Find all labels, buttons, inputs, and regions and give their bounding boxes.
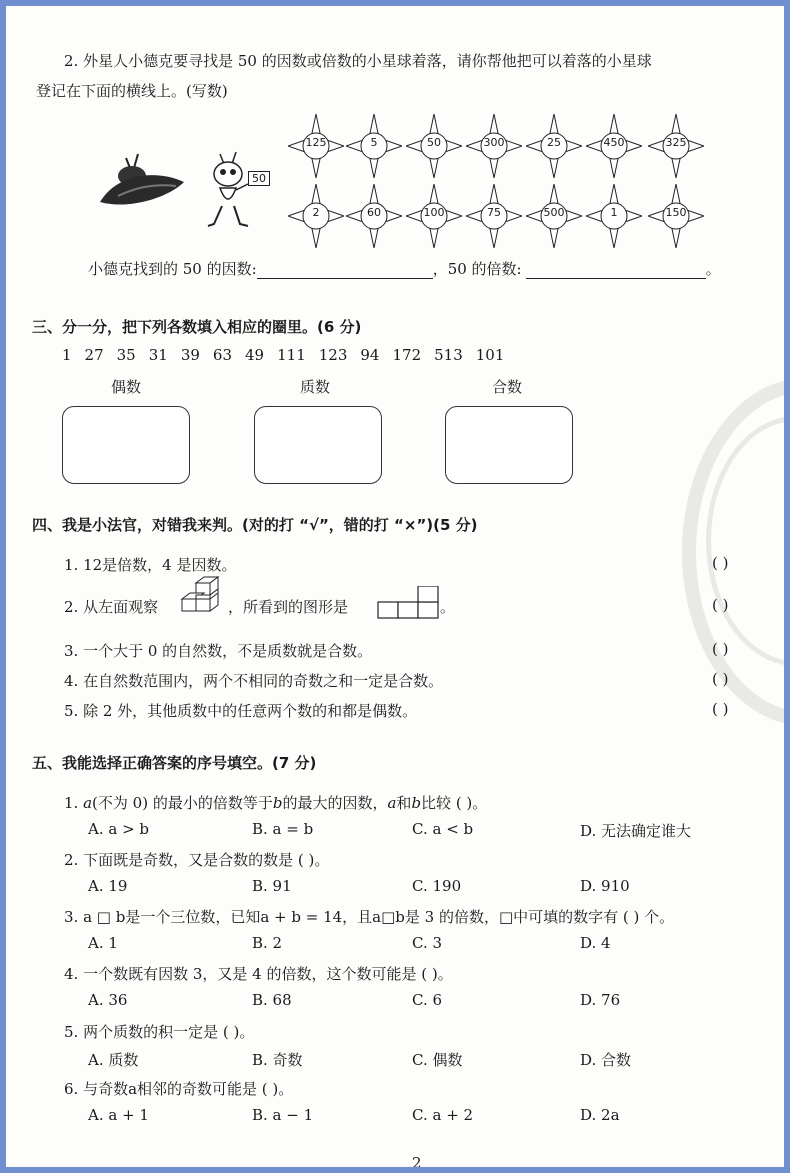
sec3-number: 27 bbox=[84, 346, 104, 364]
sec3-number: 35 bbox=[116, 346, 136, 364]
sec5-q1-opt-a[interactable]: A. a > b bbox=[88, 820, 150, 838]
sec5-q5-opt-c[interactable]: C. 偶数 bbox=[412, 1051, 463, 1069]
sec4-paren-2[interactable]: ( ) bbox=[712, 596, 729, 614]
var-a: a bbox=[387, 794, 397, 812]
sec5-q1-opt-b[interactable]: B. a = b bbox=[252, 820, 314, 838]
planet-star[interactable] bbox=[406, 114, 462, 178]
sec4-item-3: 3. 一个大于 0 的自然数，不是质数就是合数。 bbox=[64, 642, 373, 660]
sec4-paren-5[interactable]: ( ) bbox=[712, 700, 729, 718]
planet-star[interactable] bbox=[586, 114, 642, 178]
planet-number: 75 bbox=[487, 206, 501, 219]
multiple-answer-blank[interactable] bbox=[526, 263, 706, 279]
planet-star[interactable] bbox=[288, 114, 344, 178]
sec3-number: 513 bbox=[434, 346, 463, 364]
sec4-item-1: 1. 12是倍数，4 是因数。 bbox=[64, 556, 237, 574]
ufo-illustration bbox=[98, 152, 188, 214]
planet-star[interactable] bbox=[466, 114, 522, 178]
label-even: 偶数 bbox=[111, 378, 142, 396]
planet-star[interactable] bbox=[346, 114, 402, 178]
sec5-q2-opt-b[interactable]: B. 91 bbox=[252, 877, 292, 895]
planet-number: 50 bbox=[427, 136, 441, 149]
sec5-q6-opt-b[interactable]: B. a − 1 bbox=[252, 1106, 314, 1124]
planet-star[interactable] bbox=[648, 184, 704, 248]
planet-number: 300 bbox=[483, 136, 505, 149]
sec3-number-list bbox=[62, 346, 517, 364]
sec4-item-2-mid: ，所看到的图形是 bbox=[228, 598, 349, 616]
sec3-number: 1 bbox=[62, 346, 72, 364]
sec5-q4-opt-b[interactable]: B. 68 bbox=[252, 991, 292, 1009]
planet-star[interactable] bbox=[526, 114, 582, 178]
q2-end: 。 bbox=[705, 260, 721, 278]
planet-star[interactable] bbox=[466, 184, 522, 248]
var-b: b bbox=[411, 794, 422, 812]
var-a: a bbox=[83, 794, 93, 812]
planet-number: 1 bbox=[610, 206, 618, 219]
sec5-q3-opt-d[interactable]: D. 4 bbox=[580, 934, 611, 952]
even-circle[interactable] bbox=[62, 406, 190, 484]
cube-stack-figure bbox=[178, 575, 226, 621]
sec4-item-2-end: 。 bbox=[440, 598, 456, 616]
sec3-title: 三、分一分，把下列各数填入相应的圈里。(6 分) bbox=[32, 318, 362, 336]
composite-circle[interactable] bbox=[445, 406, 573, 484]
sec5-q6-opt-c[interactable]: C. a + 2 bbox=[412, 1106, 474, 1124]
planet-number: 150 bbox=[665, 206, 687, 219]
front-view-shape bbox=[376, 586, 442, 620]
sec5-q1-part: 比较 ( )。 bbox=[421, 794, 488, 812]
sec5-q3: 3. a □ b是一个三位数，已知a + b = 14，且a□b是 3 的倍数，□中可填的数字有 ( ) 个。 bbox=[64, 908, 675, 926]
sec3-number: 123 bbox=[318, 346, 348, 364]
sec3-number: 63 bbox=[212, 346, 233, 364]
planet-star[interactable] bbox=[586, 184, 642, 248]
sec4-paren-1[interactable]: ( ) bbox=[712, 554, 729, 572]
sec3-number: 101 bbox=[475, 346, 505, 364]
sec5-q5-opt-d[interactable]: D. 合数 bbox=[580, 1051, 632, 1069]
sec3-number: 111 bbox=[277, 346, 306, 364]
sec5-q1-part: (不为 0) 的最小的倍数等于 bbox=[92, 794, 273, 812]
sec3-number: 49 bbox=[245, 346, 265, 364]
planet-number: 5 bbox=[370, 136, 378, 149]
sec5-q3-opt-a[interactable]: A. 1 bbox=[88, 934, 118, 952]
sec5-q1-part: 的最大的因数， bbox=[282, 794, 388, 812]
sec5-q2-opt-c[interactable]: C. 190 bbox=[412, 877, 462, 895]
sec5-q6-opt-a[interactable]: A. a + 1 bbox=[88, 1106, 149, 1124]
sec5-q4-opt-c[interactable]: C. 6 bbox=[412, 991, 443, 1009]
worksheet-page bbox=[6, 6, 784, 1167]
sec5-q2: 2. 下面既是奇数，又是合数的数是 ( )。 bbox=[64, 851, 330, 869]
sec5-q6-opt-d[interactable]: D. 2a bbox=[580, 1106, 620, 1124]
sec5-q1-opt-d[interactable]: D. 无法确定谁大 bbox=[580, 822, 692, 840]
page-number: 2 bbox=[412, 1154, 422, 1167]
sec5-title: 五、我能选择正确答案的序号填空。(7 分) bbox=[32, 754, 317, 772]
q2-line2: 登记在下面的横线上。(写数) bbox=[36, 82, 228, 100]
sec5-q1 bbox=[64, 792, 487, 813]
label-prime: 质数 bbox=[300, 378, 331, 396]
sec5-q5: 5. 两个质数的积一定是 ( )。 bbox=[64, 1023, 255, 1041]
factor-label: 小德克找到的 50 的因数: bbox=[88, 260, 257, 278]
alien-sign: 50 bbox=[248, 171, 270, 186]
q2-answer-line bbox=[88, 258, 721, 279]
planet-star[interactable] bbox=[406, 184, 462, 248]
sec5-q2-opt-d[interactable]: D. 910 bbox=[580, 877, 630, 895]
sec3-number: 39 bbox=[180, 346, 200, 364]
planet-number: 500 bbox=[543, 206, 565, 219]
sec3-number: 31 bbox=[148, 346, 168, 364]
prime-circle[interactable] bbox=[254, 406, 382, 484]
sec4-item-2 bbox=[64, 596, 158, 617]
planet-number: 325 bbox=[665, 136, 687, 149]
q2-line1: 2. 外星人小德克要寻找是 50 的因数或倍数的小星球着落，请你帮他把可以着落的小星球 bbox=[64, 52, 652, 70]
planet-number: 450 bbox=[603, 136, 625, 149]
sec4-paren-3[interactable]: ( ) bbox=[712, 640, 729, 658]
multiple-label: ，50 的倍数: bbox=[432, 260, 522, 278]
sec5-q4-opt-d[interactable]: D. 76 bbox=[580, 991, 621, 1009]
sec4-item-5: 5. 除 2 外，其他质数中的任意两个数的和都是偶数。 bbox=[64, 702, 418, 720]
planet-number: 60 bbox=[367, 206, 381, 219]
sec4-item-4: 4. 在自然数范围内，两个不相同的奇数之和一定是合数。 bbox=[64, 672, 444, 690]
sec5-q3-opt-c[interactable]: C. 3 bbox=[412, 934, 443, 952]
planet-star[interactable] bbox=[648, 114, 704, 178]
sec3-number: 94 bbox=[360, 346, 380, 364]
var-b: b bbox=[272, 794, 283, 812]
planet-star[interactable] bbox=[288, 184, 344, 248]
sec5-q4-opt-a[interactable]: A. 36 bbox=[88, 991, 128, 1009]
planet-number: 125 bbox=[305, 136, 327, 149]
sec5-q6: 6. 与奇数a相邻的奇数可能是 ( )。 bbox=[64, 1080, 294, 1098]
sec5-q1-num: 1. bbox=[64, 794, 84, 812]
sec5-q2-opt-a[interactable]: A. 19 bbox=[88, 877, 128, 895]
factor-answer-blank[interactable] bbox=[257, 263, 433, 279]
sec4-item-2-text: 2. 从左面观察 bbox=[64, 598, 159, 616]
planet-star[interactable] bbox=[526, 184, 582, 248]
planet-star[interactable] bbox=[346, 184, 402, 248]
planet-number: 25 bbox=[547, 136, 561, 149]
sec5-q3-opt-b[interactable]: B. 2 bbox=[252, 934, 283, 952]
planet-number: 100 bbox=[423, 206, 445, 219]
sec5-q5-opt-b[interactable]: B. 奇数 bbox=[252, 1051, 303, 1069]
sec5-q1-part: 和 bbox=[396, 794, 412, 812]
sec3-number: 172 bbox=[392, 346, 422, 364]
sec5-q5-opt-a[interactable]: A. 质数 bbox=[88, 1051, 139, 1069]
sec4-paren-4[interactable]: ( ) bbox=[712, 670, 729, 688]
sec4-title: 四、我是小法官，对错我来判。(对的打 “√”，错的打 “×”)(5 分) bbox=[32, 516, 478, 534]
alien-illustration bbox=[206, 150, 256, 232]
planet-number: 2 bbox=[312, 206, 320, 219]
sec5-q1-opt-c[interactable]: C. a < b bbox=[412, 820, 474, 838]
label-composite: 合数 bbox=[492, 378, 523, 396]
sec5-q4: 4. 一个数既有因数 3，又是 4 的倍数，这个数可能是 ( )。 bbox=[64, 965, 453, 983]
